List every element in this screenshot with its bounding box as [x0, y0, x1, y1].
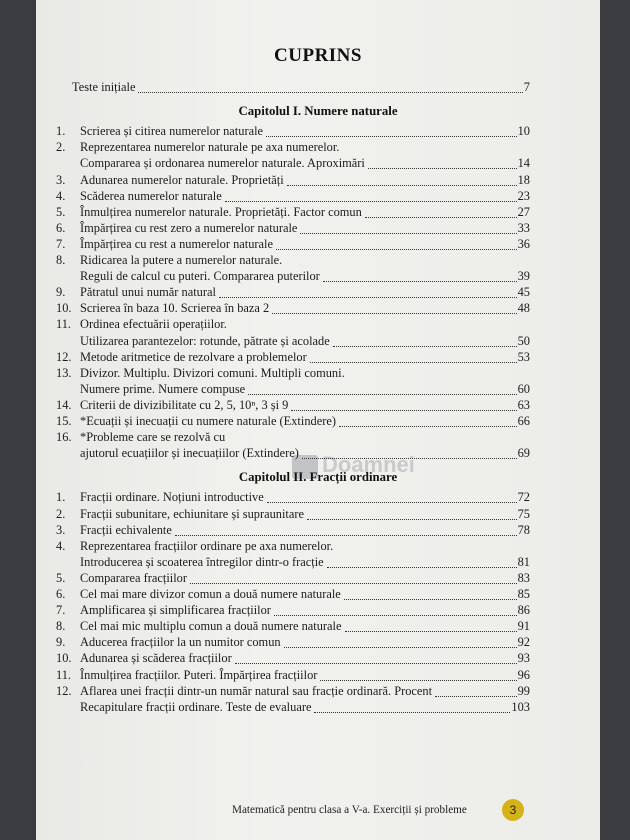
dot-leader	[310, 350, 517, 363]
toc-line	[56, 555, 530, 570]
page-number-badge: 3	[502, 799, 524, 821]
toc-line	[56, 221, 530, 236]
entry-title: ajutorul ecuațiilor și inecuațiilor (Extindere)	[80, 446, 299, 461]
entry-title: Recapitulare fracții ordinare. Teste de evaluare	[80, 699, 312, 714]
entry-title: Fracții ordinare. Noțiuni introductive	[80, 490, 264, 505]
entry-page: 72	[517, 490, 530, 505]
entry-number: 7.	[56, 603, 66, 618]
dot-leader	[225, 189, 517, 202]
entry-number: 5.	[56, 204, 66, 219]
toc-line	[56, 189, 530, 204]
entry-number: 1.	[56, 490, 66, 505]
entry-title: Scăderea numerelor naturale	[80, 188, 222, 203]
page-title: CUPRINS	[274, 45, 362, 66]
dot-leader	[219, 285, 517, 298]
entry-number: 6.	[56, 220, 66, 235]
toc-line	[56, 651, 530, 666]
toc-line	[56, 635, 530, 650]
entry-number: 12.	[56, 683, 72, 698]
dot-leader	[327, 555, 517, 568]
dot-leader	[365, 205, 517, 218]
intro-page: 7	[523, 80, 530, 94]
entry-title: Ridicarea la putere a numerelor naturale.	[80, 253, 283, 267]
dot-leader	[276, 237, 517, 250]
dot-leader	[284, 635, 517, 648]
toc-line	[56, 366, 530, 381]
entry-page: 10	[517, 124, 530, 139]
entry-title: Amplificarea și simplificarea fracțiilor	[80, 603, 271, 618]
entry-number: 9.	[56, 285, 66, 300]
entry-number: 10.	[56, 301, 72, 316]
toc-line	[56, 382, 530, 397]
entry-title: Scrierea în baza 10. Scrierea în baza 2	[80, 301, 270, 316]
entry-title: Împărțirea cu rest a numerelor naturale	[80, 236, 273, 251]
entry-page: 60	[517, 381, 530, 396]
toc-line	[56, 350, 530, 365]
dot-leader	[248, 382, 516, 395]
watermark-text: Doamnei	[322, 452, 415, 477]
entry-title: Înmulțirea numerelor naturale. Proprietăți. Factor comun	[80, 204, 362, 219]
entry-title: Introducerea și scoaterea întregilor dintr-o fracție	[80, 554, 324, 569]
entry-page: 23	[517, 188, 530, 203]
toc-line	[56, 684, 530, 699]
dot-leader	[287, 173, 517, 186]
entry-title: *Ecuații și inecuații cu numere naturale (Extindere)	[80, 414, 336, 428]
toc-line	[56, 398, 530, 413]
intro-line	[72, 80, 530, 95]
entry-title: Ordinea efectuării operațiilor.	[80, 317, 227, 332]
dot-leader	[314, 700, 510, 713]
entry-number: 8.	[56, 619, 66, 634]
entry-number: 14.	[56, 397, 72, 412]
entry-page: 85	[517, 587, 530, 601]
entry-title: Reprezentarea fracțiilor ordinare pe axa numerelor.	[80, 538, 334, 553]
entry-number: 9.	[56, 635, 66, 650]
entry-number: 1.	[56, 124, 66, 139]
entry-number: 4.	[56, 188, 66, 203]
toc-line	[56, 317, 530, 332]
entry-number: 2.	[56, 506, 66, 521]
entry-page: 81	[517, 554, 530, 569]
dot-leader	[190, 571, 517, 584]
entry-number: 3.	[56, 172, 66, 187]
entry-title: Înmulțirea fracțiilor. Puteri. Împărțirea fracțiilor	[80, 667, 318, 682]
entry-number: 6.	[56, 587, 66, 601]
entry-page: 75	[517, 506, 530, 521]
entry-page: 78	[517, 522, 530, 537]
entry-number: 12.	[56, 349, 72, 364]
dot-leader	[300, 221, 516, 234]
entry-page: 18	[517, 172, 530, 187]
entry-page: 53	[517, 349, 530, 364]
entry-page: 33	[517, 220, 530, 235]
entry-title: Adunarea numerelor naturale. Proprietăți	[80, 172, 284, 187]
toc-line	[56, 253, 530, 268]
entry-page: 96	[517, 667, 530, 682]
entry-page: 91	[517, 619, 530, 634]
entry-page: 66	[517, 414, 530, 428]
dot-leader	[333, 334, 517, 347]
entry-number: 13.	[56, 365, 72, 380]
toc-line	[56, 414, 530, 429]
entry-page: 36	[517, 236, 530, 251]
entry-number: 5.	[56, 570, 66, 585]
entry-title: Reprezentarea numerelor naturale pe axa numerelor.	[80, 140, 340, 155]
entry-title: Compararea fracțiilor	[80, 570, 187, 585]
chapter-heading: Capitolul II. Fracții ordinare	[238, 470, 398, 485]
dot-leader	[323, 269, 517, 282]
entry-page: 27	[517, 204, 530, 219]
entry-title: Metode aritmetice de rezolvare a problemelor	[80, 349, 307, 364]
dot-leader	[345, 619, 517, 632]
toc-line	[56, 539, 530, 554]
entry-title: Criterii de divizibilitate cu 2, 5, 10ⁿ, 3 și 9	[80, 397, 289, 412]
entry-title: *Probleme care se rezolvă cu	[80, 430, 226, 445]
entry-page: 93	[517, 651, 530, 666]
toc-line	[56, 430, 530, 445]
dot-leader	[274, 603, 517, 616]
chapter-heading: Capitolul I. Numere naturale	[238, 104, 398, 119]
entry-number: 8.	[56, 253, 66, 267]
dot-leader	[339, 414, 517, 427]
entry-number: 2.	[56, 140, 66, 155]
dot-leader	[175, 523, 517, 536]
entry-page: 92	[517, 635, 530, 650]
entry-title: Reguli de calcul cu puteri. Compararea puterilor	[80, 269, 320, 284]
dot-leader	[344, 587, 517, 600]
entry-title: Numere prime. Numere compuse	[80, 381, 246, 396]
toc-line	[56, 490, 530, 505]
entry-title: Cel mai mare divizor comun a două numere naturale	[80, 587, 341, 601]
toc-line	[56, 446, 530, 461]
entry-title: Împărțirea cu rest zero a numerelor naturale	[80, 220, 298, 235]
entry-number: 11.	[56, 317, 72, 332]
toc-line	[56, 237, 530, 252]
toc-line	[56, 285, 530, 300]
footer-book-title: Matematică pentru clasa a V-a. Exerciții și probleme	[232, 804, 467, 816]
toc-line	[56, 571, 530, 586]
entry-page: 103	[511, 699, 530, 714]
entry-page: 48	[517, 301, 530, 316]
entry-title: Fracții echivalente	[80, 522, 172, 537]
dot-leader	[266, 124, 517, 137]
entry-title: Compararea și ordonarea numerelor naturale. Aproximări	[80, 156, 365, 171]
entry-page: 14	[517, 156, 530, 171]
entry-page: 45	[517, 285, 530, 300]
entry-number: 4.	[56, 538, 66, 553]
dot-leader	[307, 507, 517, 520]
dot-leader	[138, 80, 522, 93]
toc-line	[56, 205, 530, 220]
toc-line	[56, 173, 530, 188]
entry-title: Pătratul unui număr natural	[80, 285, 216, 300]
toc-line	[56, 668, 530, 683]
dot-leader	[235, 651, 517, 664]
entry-title: Cel mai mic multiplu comun a două numere naturale	[80, 619, 342, 634]
entry-page: 50	[517, 333, 530, 348]
toc-line	[56, 619, 530, 634]
entry-number: 15.	[56, 414, 72, 428]
entry-page: 69	[517, 446, 530, 461]
dot-leader	[320, 668, 516, 681]
toc-line	[56, 124, 530, 139]
entry-page: 86	[517, 603, 530, 618]
dot-leader	[368, 156, 517, 169]
dot-leader	[291, 398, 516, 411]
entry-number: 11.	[56, 667, 72, 682]
entry-title: Scrierea și citirea numerelor naturale	[80, 124, 264, 139]
entry-title: Fracții subunitare, echiunitare și supraunitare	[80, 506, 304, 521]
table-of-contents	[36, 0, 600, 840]
entry-title: Aducerea fracțiilor la un numitor comun	[80, 635, 281, 650]
book-page	[36, 0, 600, 840]
entry-number: 16.	[56, 430, 72, 445]
entry-title: Utilizarea parantezelor: rotunde, pătrate și acolade	[80, 333, 330, 348]
toc-line	[56, 140, 530, 155]
entry-page: 39	[517, 269, 530, 284]
toc-line	[56, 603, 530, 618]
toc-line	[56, 700, 530, 715]
entry-page: 63	[517, 397, 530, 412]
dot-leader	[435, 684, 517, 697]
entry-title: Divizor. Multiplu. Divizori comuni. Multipli comuni.	[80, 365, 345, 380]
entry-number: 7.	[56, 236, 66, 251]
dot-leader	[302, 446, 517, 459]
dot-leader	[267, 490, 517, 503]
toc-line	[56, 523, 530, 538]
toc-line	[56, 587, 530, 602]
dot-leader	[272, 301, 516, 314]
toc-line	[56, 269, 530, 284]
entry-title: Aflarea unei fracții dintr-un număr natural sau fracție ordinară. Procent	[80, 683, 433, 698]
entry-number: 10.	[56, 651, 72, 666]
toc-line	[56, 156, 530, 171]
entry-title: Adunarea și scăderea fracțiilor	[80, 651, 232, 666]
entry-number: 3.	[56, 522, 66, 537]
toc-line	[56, 507, 530, 522]
entry-page: 83	[517, 570, 530, 585]
toc-line	[56, 334, 530, 349]
entry-page: 99	[517, 683, 530, 698]
toc-line	[56, 301, 530, 316]
intro-title: Teste inițiale	[72, 80, 136, 94]
